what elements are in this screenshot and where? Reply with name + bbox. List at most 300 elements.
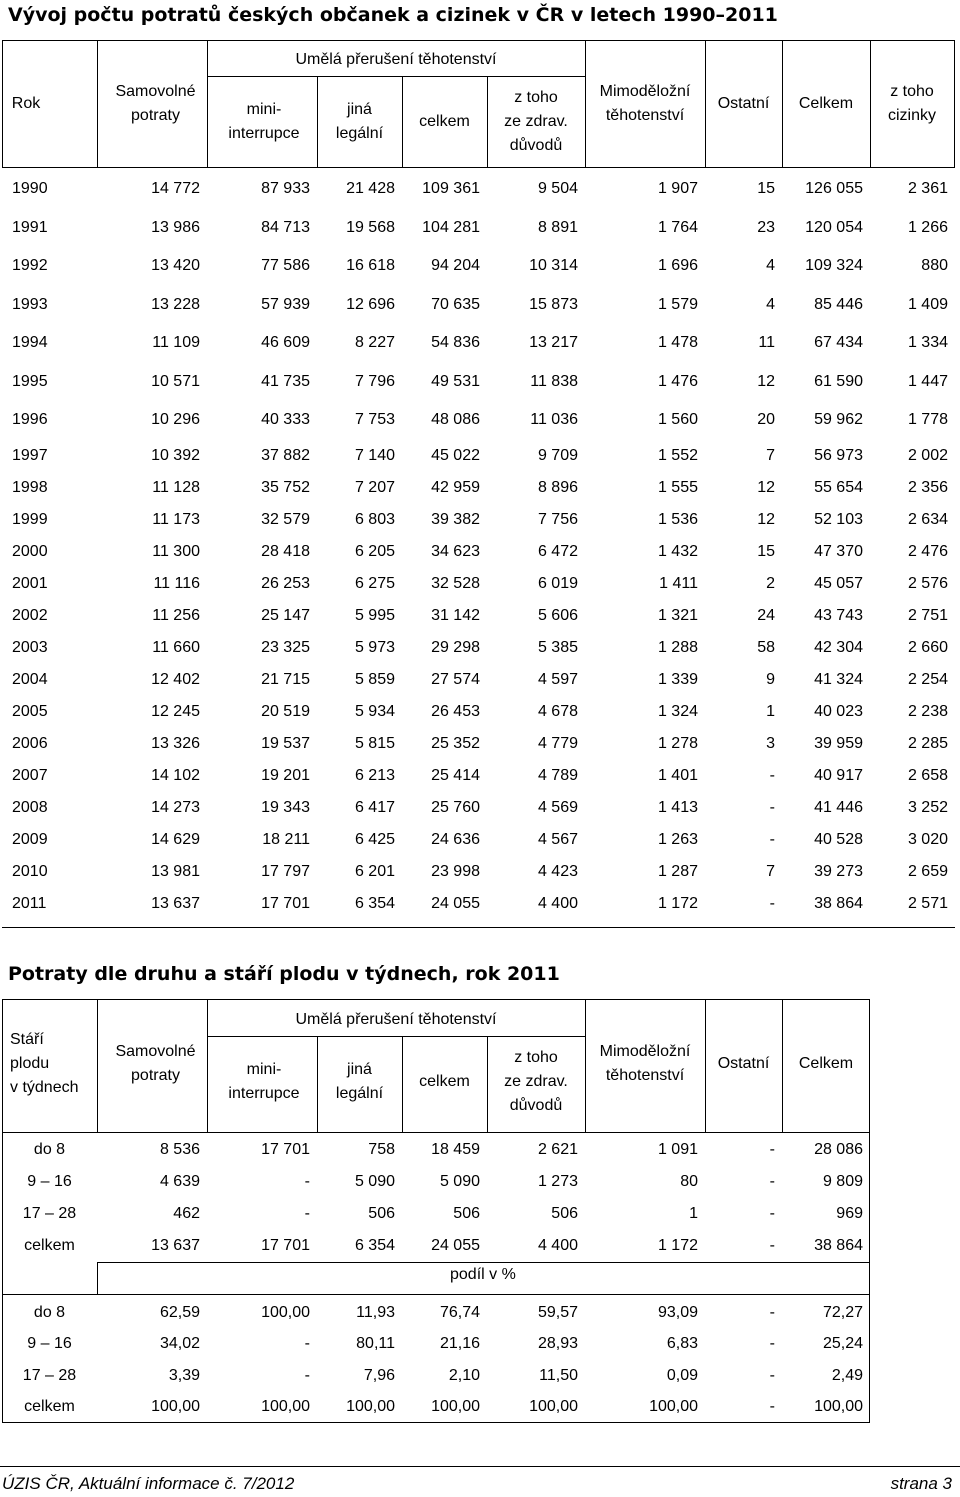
cell-mini: 46 609 [261, 334, 310, 352]
table2-header-zdrav: z toho ze zdrav. důvodů [504, 1049, 568, 1114]
cell-samovolne: 14 102 [151, 766, 200, 784]
cell-jina: 12 696 [346, 295, 395, 313]
cell-zdrav: 7 756 [537, 510, 578, 528]
table-row [2, 792, 955, 824]
table-row [2, 247, 955, 286]
cell-ostatni: - [769, 894, 775, 912]
cell-celkem-ump: 25 760 [431, 798, 480, 816]
cell-celkem-ump: 24 055 [431, 1237, 480, 1254]
cell-celkem: 52 103 [814, 510, 863, 528]
cell-celkem-ump: 100,00 [431, 1398, 480, 1416]
cell-cizinky: 2 634 [907, 510, 948, 528]
cell-stari: 17 – 28 [22, 1366, 77, 1384]
cell-celkem: 2,49 [831, 1366, 863, 1384]
cell-zdrav: 10 314 [529, 257, 578, 275]
cell-rok: 1994 [12, 334, 48, 352]
table-row [2, 1198, 870, 1230]
cell-jina: 6 417 [354, 798, 395, 816]
cell-celkem: 43 743 [814, 606, 863, 624]
cell-jina: 100,00 [346, 1398, 395, 1416]
table-row [2, 363, 955, 402]
table1-header-ump: Umělá přerušení těhotenství [295, 51, 497, 68]
cell-zdrav: 4 567 [537, 830, 578, 848]
cell-cizinky: 2 254 [907, 670, 948, 688]
cell-rok: 2009 [12, 830, 48, 848]
cell-celkem: 9 809 [822, 1173, 863, 1190]
cell-mimo: 1 560 [657, 411, 698, 429]
cell-mimo: 93,09 [657, 1303, 698, 1321]
table2-header-ostatni: Ostatní [717, 1055, 770, 1072]
cell-samovolne: 11 116 [153, 574, 200, 592]
cell-ostatni: - [769, 830, 775, 848]
cell-celkem-ump: 18 459 [431, 1141, 480, 1158]
cell-mimo: 1 907 [657, 180, 698, 198]
cell-celkem-ump: 70 635 [431, 295, 480, 313]
cell-mimo: 1 579 [657, 295, 698, 313]
table-row [2, 1329, 870, 1361]
cell-celkem-ump: 21,16 [439, 1335, 480, 1353]
cell-mimo: 1 324 [657, 702, 698, 720]
cell-mini: 26 253 [261, 574, 310, 592]
cell-mimo: 6,83 [666, 1335, 698, 1353]
cell-ostatni: 7 [766, 446, 775, 464]
cell-rok: 2004 [12, 670, 48, 688]
cell-zdrav: 4 779 [537, 734, 578, 752]
table2-header-mimo: Mimoděložní těhotenství [599, 1043, 691, 1084]
table2-pct-vline [97, 1262, 98, 1294]
cell-celkem: 100,00 [814, 1398, 863, 1416]
cell-celkem: 56 973 [814, 446, 863, 464]
cell-ostatni: - [769, 1398, 775, 1416]
table-row [2, 504, 955, 536]
cell-samovolne: 14 772 [151, 180, 200, 198]
cell-celkem: 41 446 [814, 798, 863, 816]
cell-jina: 8 227 [354, 334, 395, 352]
table2-pct-top-border [97, 1262, 870, 1263]
cell-mimo: 1 288 [657, 638, 698, 656]
cell-samovolne: 11 173 [152, 510, 200, 528]
cell-samovolne: 13 228 [151, 295, 200, 313]
cell-ostatni: 15 [757, 542, 775, 560]
cell-celkem-ump: 39 382 [431, 510, 480, 528]
cell-ostatni: - [769, 1237, 775, 1254]
cell-samovolne: 13 420 [151, 257, 200, 275]
cell-zdrav: 4 789 [537, 766, 578, 784]
table2-abs-body [2, 1134, 870, 1262]
cell-ostatni: 12 [757, 372, 775, 390]
cell-mimo: 1 411 [659, 574, 698, 592]
table-row [2, 760, 955, 792]
cell-jina: 6 201 [354, 862, 395, 880]
cell-mimo: 1 536 [657, 510, 698, 528]
cell-celkem-ump: 31 142 [431, 606, 480, 624]
cell-jina: 5 995 [354, 606, 395, 624]
cell-celkem: 85 446 [814, 295, 863, 313]
cell-zdrav: 6 472 [537, 542, 578, 560]
cell-ostatni: 1 [766, 702, 775, 720]
cell-cizinky: 2 658 [907, 766, 948, 784]
cell-ostatni: - [769, 1141, 775, 1158]
cell-rok: 2005 [12, 702, 48, 720]
cell-cizinky: 1 266 [907, 218, 948, 236]
table-row [2, 209, 955, 248]
cell-mimo: 1 478 [657, 334, 698, 352]
table2-header-ump: Umělá přerušení těhotenství [295, 1011, 497, 1028]
cell-zdrav: 8 891 [537, 218, 578, 236]
table-row [2, 440, 955, 472]
cell-jina: 80,11 [356, 1335, 395, 1353]
cell-celkem: 47 370 [814, 542, 863, 560]
cell-jina: 6 425 [354, 830, 395, 848]
cell-celkem-ump: 27 574 [431, 670, 480, 688]
cell-ostatni: 7 [766, 862, 775, 880]
cell-mini: 28 418 [261, 542, 310, 560]
cell-jina: 6 275 [354, 574, 395, 592]
cell-cizinky: 2 659 [907, 862, 948, 880]
cell-jina: 5 934 [354, 702, 395, 720]
table-row [2, 824, 955, 856]
cell-mimo: 1 401 [657, 766, 698, 784]
cell-mini: - [304, 1335, 310, 1353]
table-row [2, 1230, 870, 1262]
cell-mimo: 1 552 [657, 446, 698, 464]
cell-cizinky: 2 356 [907, 478, 948, 496]
table2-header-celkem: Celkem [798, 1055, 854, 1072]
cell-stari: 9 – 16 [27, 1173, 72, 1190]
table2-pct-label: podíl v % [450, 1266, 516, 1283]
cell-zdrav: 4 569 [537, 798, 578, 816]
cell-stari: celkem [24, 1237, 75, 1254]
cell-celkem: 969 [836, 1205, 863, 1222]
table1-title: Vývoj počtu potratů českých občanek a cizinek v ČR v letech 1990–2011 [8, 4, 778, 26]
cell-ostatni: 58 [757, 638, 775, 656]
cell-jina: 7,96 [363, 1366, 395, 1384]
cell-ostatni: 9 [766, 670, 775, 688]
cell-samovolne: 62,59 [159, 1303, 200, 1321]
cell-zdrav: 59,57 [537, 1303, 578, 1321]
cell-cizinky: 2 285 [907, 734, 948, 752]
cell-celkem: 61 590 [814, 372, 863, 390]
cell-rok: 2011 [12, 894, 47, 912]
cell-samovolne: 11 300 [152, 542, 200, 560]
cell-mini: 17 797 [261, 862, 310, 880]
cell-samovolne: 11 128 [152, 478, 200, 496]
table2-header-celkem-ump: celkem [419, 1073, 470, 1090]
table-row [2, 472, 955, 504]
table1-header-celkem-ump: celkem [419, 113, 470, 130]
cell-celkem-ump: 76,74 [439, 1303, 480, 1321]
table-row [2, 888, 955, 920]
cell-zdrav: 15 873 [529, 295, 578, 313]
table1-header-ostatni: Ostatní [717, 95, 770, 112]
cell-ostatni: 20 [757, 411, 775, 429]
cell-mini: 17 701 [261, 1141, 310, 1158]
cell-jina: 5 859 [354, 670, 395, 688]
cell-ostatni: - [769, 1173, 775, 1190]
table1-bottom-border [2, 927, 955, 928]
cell-jina: 6 213 [354, 766, 395, 784]
cell-rok: 1999 [12, 510, 48, 528]
table-row [2, 728, 955, 760]
cell-celkem: 25,24 [822, 1335, 863, 1353]
cell-stari: 9 – 16 [27, 1335, 72, 1353]
cell-samovolne: 13 637 [151, 1237, 200, 1254]
table-row [2, 1166, 870, 1198]
cell-celkem: 40 917 [814, 766, 863, 784]
cell-jina: 5 973 [354, 638, 395, 656]
table1-header-rok: Rok [11, 95, 41, 112]
cell-ostatni: 3 [766, 734, 775, 752]
cell-celkem: 120 054 [805, 218, 863, 236]
cell-cizinky: 2 238 [907, 702, 948, 720]
cell-celkem-ump: 49 531 [431, 372, 480, 390]
cell-samovolne: 13 637 [151, 894, 200, 912]
cell-mini: 23 325 [261, 638, 310, 656]
cell-samovolne: 10 296 [151, 411, 200, 429]
cell-samovolne: 13 986 [151, 218, 200, 236]
cell-cizinky: 1 447 [907, 372, 948, 390]
cell-samovolne: 11 256 [152, 606, 200, 624]
cell-mimo: 1 263 [657, 830, 698, 848]
table1-header-mini: mini- interrupce [228, 101, 300, 142]
table1-header-cizinky: z toho cizinky [887, 83, 936, 124]
cell-cizinky: 1 334 [907, 334, 948, 352]
cell-cizinky: 880 [921, 257, 948, 275]
table2-title: Potraty dle druhu a stáří plodu v týdnech, rok 2011 [8, 963, 560, 985]
cell-samovolne: 10 392 [151, 446, 200, 464]
cell-celkem-ump: 109 361 [422, 180, 480, 198]
cell-zdrav: 4 678 [537, 702, 578, 720]
cell-mini: 84 713 [261, 218, 310, 236]
cell-rok: 1996 [12, 411, 48, 429]
cell-zdrav: 8 896 [537, 478, 578, 496]
table1-body [2, 170, 955, 920]
cell-mini: 57 939 [261, 295, 310, 313]
table2-header-stari: Stáří plodu v týdnech [10, 1031, 79, 1096]
cell-celkem: 59 962 [814, 411, 863, 429]
table1-vline [954, 40, 955, 168]
table2-pct-body [2, 1297, 870, 1423]
table2-header-samovolne: Samovolné potraty [115, 1043, 196, 1084]
table-row [2, 170, 955, 209]
cell-jina: 7 796 [354, 372, 395, 390]
cell-mini: 21 715 [261, 670, 310, 688]
cell-zdrav: 11 036 [530, 411, 578, 429]
cell-ostatni: - [769, 1335, 775, 1353]
table-row [2, 286, 955, 325]
cell-samovolne: 11 109 [152, 334, 200, 352]
cell-zdrav: 4 400 [537, 894, 578, 912]
cell-zdrav: 2 621 [537, 1141, 578, 1158]
cell-mimo: 1 432 [657, 542, 698, 560]
cell-rok: 1995 [12, 372, 48, 390]
cell-mimo: 1 091 [657, 1141, 698, 1158]
cell-cizinky: 2 571 [907, 894, 948, 912]
cell-rok: 2006 [12, 734, 48, 752]
table-row [2, 1360, 870, 1392]
cell-samovolne: 462 [173, 1205, 200, 1222]
cell-celkem: 28 086 [814, 1141, 863, 1158]
cell-ostatni: - [769, 1303, 775, 1321]
cell-jina: 7 140 [354, 446, 395, 464]
cell-mini: 32 579 [261, 510, 310, 528]
cell-zdrav: 9 709 [537, 446, 578, 464]
cell-zdrav: 13 217 [529, 334, 578, 352]
cell-jina: 11,93 [356, 1303, 395, 1321]
cell-samovolne: 34,02 [159, 1335, 200, 1353]
cell-ostatni: 4 [766, 295, 775, 313]
cell-rok: 2008 [12, 798, 48, 816]
cell-mimo: 1 278 [657, 734, 698, 752]
cell-jina: 5 090 [354, 1173, 395, 1190]
cell-mini: 17 701 [261, 1237, 310, 1254]
cell-jina: 6 205 [354, 542, 395, 560]
table-row [2, 1297, 870, 1329]
cell-rok: 1998 [12, 478, 48, 496]
cell-jina: 5 815 [354, 734, 395, 752]
cell-ostatni: 12 [757, 478, 775, 496]
cell-samovolne: 12 245 [151, 702, 200, 720]
cell-ostatni: 12 [757, 510, 775, 528]
cell-ostatni: 15 [757, 180, 775, 198]
cell-celkem: 39 959 [814, 734, 863, 752]
cell-celkem-ump: 54 836 [431, 334, 480, 352]
cell-rok: 1993 [12, 295, 48, 313]
cell-samovolne: 8 536 [159, 1141, 200, 1158]
cell-celkem-ump: 24 636 [431, 830, 480, 848]
table-row [2, 536, 955, 568]
cell-cizinky: 2 576 [907, 574, 948, 592]
table2-ump-underline [207, 1036, 585, 1037]
cell-cizinky: 2 751 [907, 606, 948, 624]
cell-jina: 7 753 [354, 411, 395, 429]
cell-celkem: 39 273 [814, 862, 863, 880]
cell-rok: 2002 [12, 606, 48, 624]
cell-zdrav: 506 [551, 1205, 578, 1222]
cell-cizinky: 3 020 [907, 830, 948, 848]
cell-celkem: 45 057 [814, 574, 863, 592]
cell-ostatni: - [769, 766, 775, 784]
cell-jina: 19 568 [346, 218, 395, 236]
cell-mimo: 1 696 [657, 257, 698, 275]
cell-mini: 19 201 [261, 766, 310, 784]
cell-ostatni: 23 [757, 218, 775, 236]
cell-jina: 16 618 [346, 257, 395, 275]
cell-stari: celkem [24, 1398, 75, 1416]
table1-ump-underline [207, 76, 585, 77]
cell-mimo: 1 172 [657, 1237, 698, 1254]
footer-rule [0, 1466, 960, 1467]
cell-cizinky: 1 409 [907, 295, 948, 313]
cell-samovolne: 3,39 [168, 1366, 200, 1384]
cell-rok: 2007 [12, 766, 48, 784]
table-row [2, 401, 955, 440]
cell-celkem-ump: 26 453 [431, 702, 480, 720]
cell-mini: 41 735 [261, 372, 310, 390]
cell-jina: 758 [368, 1141, 395, 1158]
cell-mini: 100,00 [261, 1303, 310, 1321]
cell-mimo: 1 764 [657, 218, 698, 236]
cell-zdrav: 5 385 [537, 638, 578, 656]
cell-jina: 6 354 [354, 1237, 395, 1254]
cell-mini: 77 586 [261, 257, 310, 275]
cell-cizinky: 3 252 [907, 798, 948, 816]
cell-celkem-ump: 94 204 [431, 257, 480, 275]
cell-mini: 100,00 [261, 1398, 310, 1416]
cell-celkem: 40 023 [814, 702, 863, 720]
cell-stari: do 8 [33, 1141, 66, 1158]
cell-rok: 1990 [12, 180, 48, 198]
cell-mimo: 0,09 [666, 1366, 698, 1384]
cell-mini: 17 701 [261, 894, 310, 912]
cell-ostatni: - [769, 1205, 775, 1222]
cell-zdrav: 28,93 [537, 1335, 578, 1353]
table-row [2, 1134, 870, 1166]
cell-mini: 35 752 [261, 478, 310, 496]
table1-header-jina: jiná legální [335, 101, 384, 142]
cell-celkem-ump: 23 998 [431, 862, 480, 880]
cell-samovolne: 13 981 [151, 862, 200, 880]
cell-mini: 37 882 [261, 446, 310, 464]
cell-mimo: 1 476 [657, 372, 698, 390]
cell-mini: 19 343 [261, 798, 310, 816]
cell-celkem-ump: 42 959 [431, 478, 480, 496]
cell-mini: 25 147 [261, 606, 310, 624]
cell-celkem-ump: 32 528 [431, 574, 480, 592]
table-row [2, 664, 955, 696]
cell-samovolne: 14 629 [151, 830, 200, 848]
cell-zdrav: 5 606 [537, 606, 578, 624]
table1-header-bottom-border [2, 167, 955, 168]
cell-celkem-ump: 5 090 [439, 1173, 480, 1190]
table2-header-mini: mini- interrupce [228, 1061, 300, 1102]
cell-samovolne: 12 402 [151, 670, 200, 688]
cell-ostatni: - [769, 1366, 775, 1384]
footer-left: ÚZIS ČR, Aktuální informace č. 7/2012 [2, 1474, 295, 1493]
table-row [2, 568, 955, 600]
cell-celkem: 41 324 [814, 670, 863, 688]
cell-ostatni: 24 [757, 606, 775, 624]
cell-cizinky: 2 660 [907, 638, 948, 656]
table1-header-zdrav: z toho ze zdrav. důvodů [504, 89, 568, 154]
cell-stari: 17 – 28 [22, 1205, 77, 1222]
cell-mimo: 1 555 [657, 478, 698, 496]
cell-samovolne: 14 273 [151, 798, 200, 816]
cell-celkem: 38 864 [814, 1237, 863, 1254]
cell-celkem: 109 324 [805, 257, 863, 275]
cell-zdrav: 9 504 [537, 180, 578, 198]
table2-pct-bottom-border [2, 1294, 870, 1295]
cell-celkem-ump: 104 281 [422, 218, 480, 236]
cell-mini: 87 933 [261, 180, 310, 198]
cell-ostatni: - [769, 798, 775, 816]
table-row [2, 324, 955, 363]
table2-header-jina: jiná legální [335, 1061, 384, 1102]
cell-celkem: 42 304 [814, 638, 863, 656]
cell-zdrav: 4 400 [537, 1237, 578, 1254]
cell-stari: do 8 [33, 1303, 66, 1321]
footer-right: strana 3 [890, 1474, 952, 1493]
cell-samovolne: 4 639 [159, 1173, 200, 1190]
cell-zdrav: 11 838 [530, 372, 578, 390]
cell-zdrav: 6 019 [537, 574, 578, 592]
cell-mini: - [304, 1173, 310, 1190]
cell-mimo: 1 321 [657, 606, 698, 624]
cell-zdrav: 4 423 [537, 862, 578, 880]
cell-mini: 18 211 [262, 830, 310, 848]
cell-mini: 40 333 [261, 411, 310, 429]
cell-ostatni: 11 [758, 334, 775, 352]
